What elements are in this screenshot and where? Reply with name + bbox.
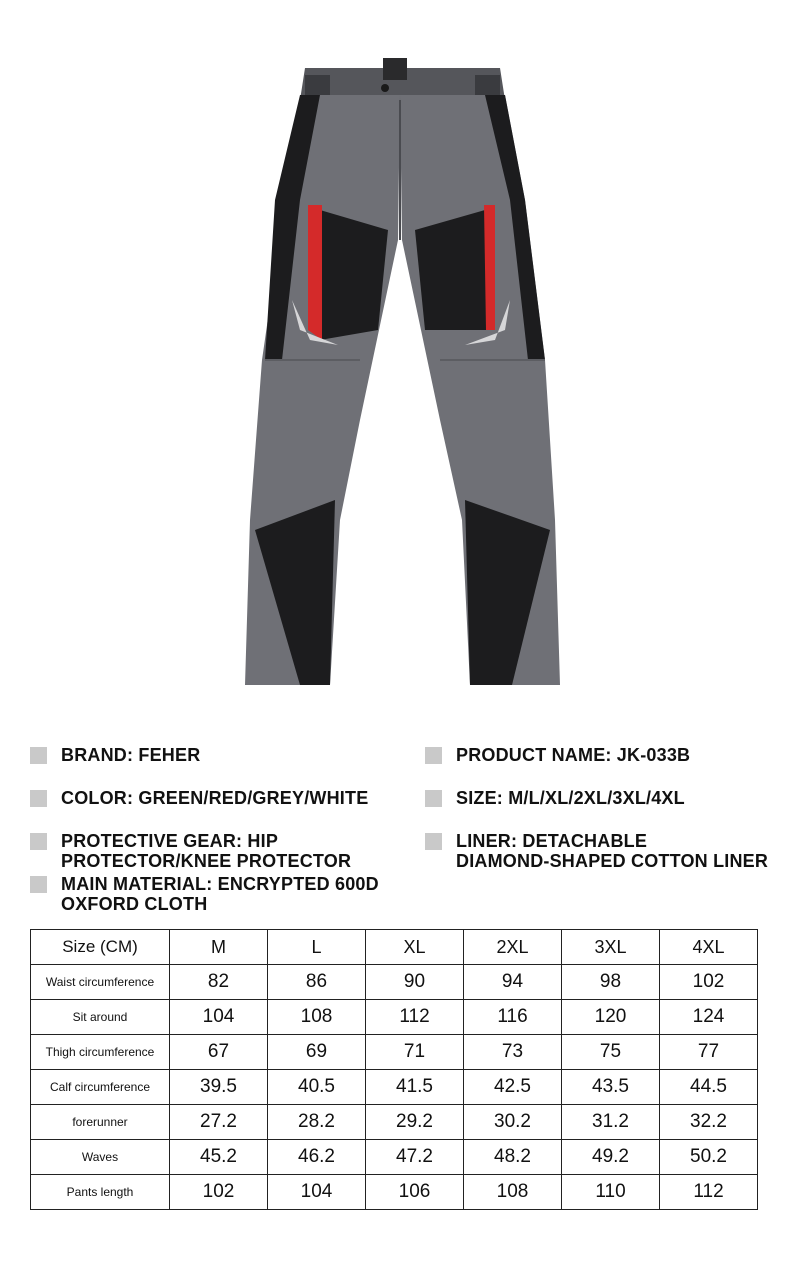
- size-chart-header-row: [31, 930, 758, 965]
- table-row: [31, 1105, 758, 1140]
- table-cell: 86: [268, 965, 366, 1000]
- bullet-square-icon: [425, 790, 442, 807]
- table-cell: 42.5: [464, 1070, 562, 1105]
- spec-protective-gear: [30, 831, 351, 871]
- row-label: Calf circumference: [31, 1070, 170, 1105]
- table-cell: 104: [268, 1175, 366, 1210]
- table-cell: 112: [366, 1000, 464, 1035]
- table-cell: 44.5: [660, 1070, 758, 1105]
- header-cell: 4XL: [660, 930, 758, 965]
- size-chart-table: [30, 929, 758, 1210]
- spec-size: [425, 788, 685, 808]
- table-cell: 112: [660, 1175, 758, 1210]
- table-cell: 50.2: [660, 1140, 758, 1175]
- row-label: Sit around: [31, 1000, 170, 1035]
- spec-protective-gear-text: PROTECTIVE GEAR: HIP PROTECTOR/KNEE PROTECTOR: [61, 831, 352, 871]
- table-cell: 77: [660, 1035, 758, 1070]
- spec-brand-text: BRAND: FEHER: [61, 745, 201, 765]
- table-cell: 40.5: [268, 1070, 366, 1105]
- table-cell: 43.5: [562, 1070, 660, 1105]
- row-label: forerunner: [31, 1105, 170, 1140]
- header-cell: M: [170, 930, 268, 965]
- table-cell: 108: [268, 1000, 366, 1035]
- table-cell: 29.2: [366, 1105, 464, 1140]
- table-cell: 90: [366, 965, 464, 1000]
- table-cell: 41.5: [366, 1070, 464, 1105]
- table-cell: 98: [562, 965, 660, 1000]
- header-cell: XL: [366, 930, 464, 965]
- table-cell: 48.2: [464, 1140, 562, 1175]
- header-cell: 2XL: [464, 930, 562, 965]
- table-cell: 45.2: [170, 1140, 268, 1175]
- bullet-square-icon: [30, 876, 47, 893]
- table-cell: 27.2: [170, 1105, 268, 1140]
- table-row: [31, 1070, 758, 1105]
- table-cell: 110: [562, 1175, 660, 1210]
- table-cell: 71: [366, 1035, 464, 1070]
- table-cell: 116: [464, 1000, 562, 1035]
- table-cell: 75: [562, 1035, 660, 1070]
- spec-liner: [425, 831, 768, 871]
- spec-main-material: [30, 874, 379, 914]
- table-cell: 102: [170, 1175, 268, 1210]
- table-cell: 82: [170, 965, 268, 1000]
- row-label: Thigh circumference: [31, 1035, 170, 1070]
- spec-liner-text: LINER: DETACHABLE DIAMOND-SHAPED COTTON LINER: [456, 831, 769, 871]
- bullet-square-icon: [425, 833, 442, 850]
- table-cell: 94: [464, 965, 562, 1000]
- table-row: [31, 1140, 758, 1175]
- table-cell: 106: [366, 1175, 464, 1210]
- header-cell: 3XL: [562, 930, 660, 965]
- table-cell: 69: [268, 1035, 366, 1070]
- table-cell: 124: [660, 1000, 758, 1035]
- table-cell: 46.2: [268, 1140, 366, 1175]
- spec-color: [30, 788, 368, 808]
- table-cell: 31.2: [562, 1105, 660, 1140]
- bullet-square-icon: [30, 747, 47, 764]
- table-row: [31, 965, 758, 1000]
- table-cell: 120: [562, 1000, 660, 1035]
- table-cell: 108: [464, 1175, 562, 1210]
- bullet-square-icon: [30, 833, 47, 850]
- spec-main-material-text: MAIN MATERIAL: ENCRYPTED 600D OXFORD CLOTH: [61, 874, 379, 914]
- spec-color-text: COLOR: GREEN/RED/GREY/WHITE: [61, 788, 369, 808]
- table-cell: 73: [464, 1035, 562, 1070]
- table-cell: 49.2: [562, 1140, 660, 1175]
- bullet-square-icon: [30, 790, 47, 807]
- table-cell: 28.2: [268, 1105, 366, 1140]
- table-cell: 102: [660, 965, 758, 1000]
- row-label: Waist circumference: [31, 965, 170, 1000]
- spec-size-text: SIZE: M/L/XL/2XL/3XL/4XL: [456, 788, 685, 808]
- table-row: [31, 1000, 758, 1035]
- bullet-square-icon: [425, 747, 442, 764]
- table-row: [31, 1035, 758, 1070]
- spec-brand: [30, 745, 200, 765]
- table-cell: 30.2: [464, 1105, 562, 1140]
- table-cell: 104: [170, 1000, 268, 1035]
- row-label: Waves: [31, 1140, 170, 1175]
- spec-product-name-text: PRODUCT NAME: JK-033B: [456, 745, 691, 765]
- table-cell: 32.2: [660, 1105, 758, 1140]
- table-cell: 39.5: [170, 1070, 268, 1105]
- table-cell: 67: [170, 1035, 268, 1070]
- table-row: [31, 1175, 758, 1210]
- header-cell: L: [268, 930, 366, 965]
- header-cell: Size (CM): [31, 930, 170, 965]
- spec-product-name: [425, 745, 690, 765]
- row-label: Pants length: [31, 1175, 170, 1210]
- table-cell: 47.2: [366, 1140, 464, 1175]
